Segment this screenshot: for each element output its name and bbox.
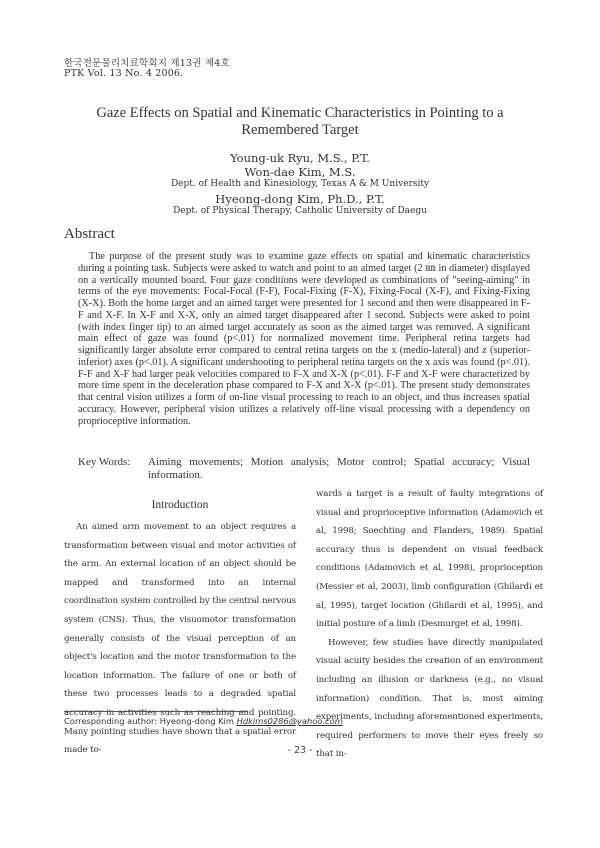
abstract-text: The purpose of the present study was to examine gaze effects on spatial and kinematic characteristics during a pointing task. Subjects were asked to watch and point to an aimed target (2 ㎜ in diameter) displayed on a vertically mounted board. Four gaze conditions were developed as combinations of "seeing-aiming" in terms of the eye movements: Focal-Focal (F-F), Focal-Fixing (F-X), Fixing-Focal (X-F), and Fixing-Fixing (X-X). Both the home target and an aimed target were presented for 1 second and then were disappeared in F-F and X-F. In X-F and X-X, only an aimed target disappeared after 1 second. Subjects were asked to point (with index finger tip) to an aimed target accurately as soon as the aimed target was removed. A significant main effect of gaze was found (p<.01) for normalized movement time. Peripheral retina targets had significantly larger absolute error compared to central retina targets on the x (medio-lateral) and z (superior-inferior) axes (p<.01). A significant undershooting to peripheral retina targets on the x axis was found (p<.01). F-F and X-F had larger peak velocities compared to F-X and X-X (p<.01). F-F and X-F were characterized by more time spent in the deceleration phase compared to F-X and X-X (p<.01). The present study demonstrates that central vision utilizes a form of on-line visual processing to reach to an object, and thus increases spatial accuracy. However, peripheral vision utilizes a relatively off-line visual processing with a dependency on proprioceptive information. bbox=[78, 251, 530, 427]
introduction-heading: Introduction bbox=[151, 499, 209, 511]
intro-right-paragraph-1: wards a target is a result of faulty integrations of visual and proprioceptive information (Adamovich et al, 1998; Soechting and Flanders, 1989). Spatial accuracy thus is dependent on visual feedback conditions (Adamovich et al, 1998), proprioception (Messier et al, 2003), limb configuration (Ghilardi et al, 1995), target location (Ghilardi et al, 1995), and initial posture of a limb (Desmurget et al, 1998). bbox=[316, 489, 543, 630]
affiliation-texas: Dept. of Health and Kinesiology, Texas A & M University bbox=[170, 179, 430, 189]
intro-right-column bbox=[316, 485, 543, 764]
paper-title: Gaze Effects on Spatial and Kinematic Characteristics in Pointing to a Remembered Target bbox=[96, 105, 504, 138]
author-kim-hyeongdong: Hyeong-dong Kim, Ph.D., P.T. bbox=[215, 192, 385, 206]
footnote bbox=[64, 716, 343, 726]
journal-volume: PTK Vol. 13 No. 4 2006. bbox=[64, 68, 184, 79]
intro-left-column: An aimed arm movement to an object requires a transformation between visual and motor activities of the arm. An external location of an object should be mapped and transformed into an internal coordination system controlled by the central nervous system (CNS). Thus, the visuomotor transformation generally consists of the visual perception of an object's location and the motor transformation to the location information. The failure of one or both of these two processes leads to a degraded spatial accuracy in activities such as reaching and pointing. Many pointing studies have shown that a spatial error made to- bbox=[64, 522, 296, 756]
abstract-heading: Abstract bbox=[64, 226, 115, 242]
author-ryu: Young-uk Ryu, M.S., P.T. bbox=[230, 151, 370, 165]
journal-name: 한국전문물리치료학회지 제13권 제4호 bbox=[64, 58, 230, 69]
affiliation-daegu: Dept. of Physical Therapy, Catholic University of Daegu bbox=[173, 206, 427, 216]
footnote-divider bbox=[64, 711, 248, 712]
footnote-label: Corresponding author: Hyeong-dong Kim bbox=[64, 716, 234, 726]
page-number: - 23 - bbox=[287, 745, 313, 756]
author-email-link[interactable]: Hdkims0286@yahoo.com bbox=[236, 716, 343, 726]
keywords-label: Key Words: bbox=[78, 456, 131, 468]
intro-right-paragraph-2: However, few studies have directly manipulated visual acuity besides the creation of an environment including an illusion or darkness (e.g., no visual information) condition. That is, most aiming experiments, including aforementioned experiments, required performers to move their eyes freely so that in- bbox=[316, 637, 543, 760]
author-kim-wondae: Won-dae Kim, M.S. bbox=[244, 165, 356, 179]
keywords-text: Aiming movements; Motion analysis; Motor control; Spatial accuracy; Visual information. bbox=[148, 456, 530, 481]
